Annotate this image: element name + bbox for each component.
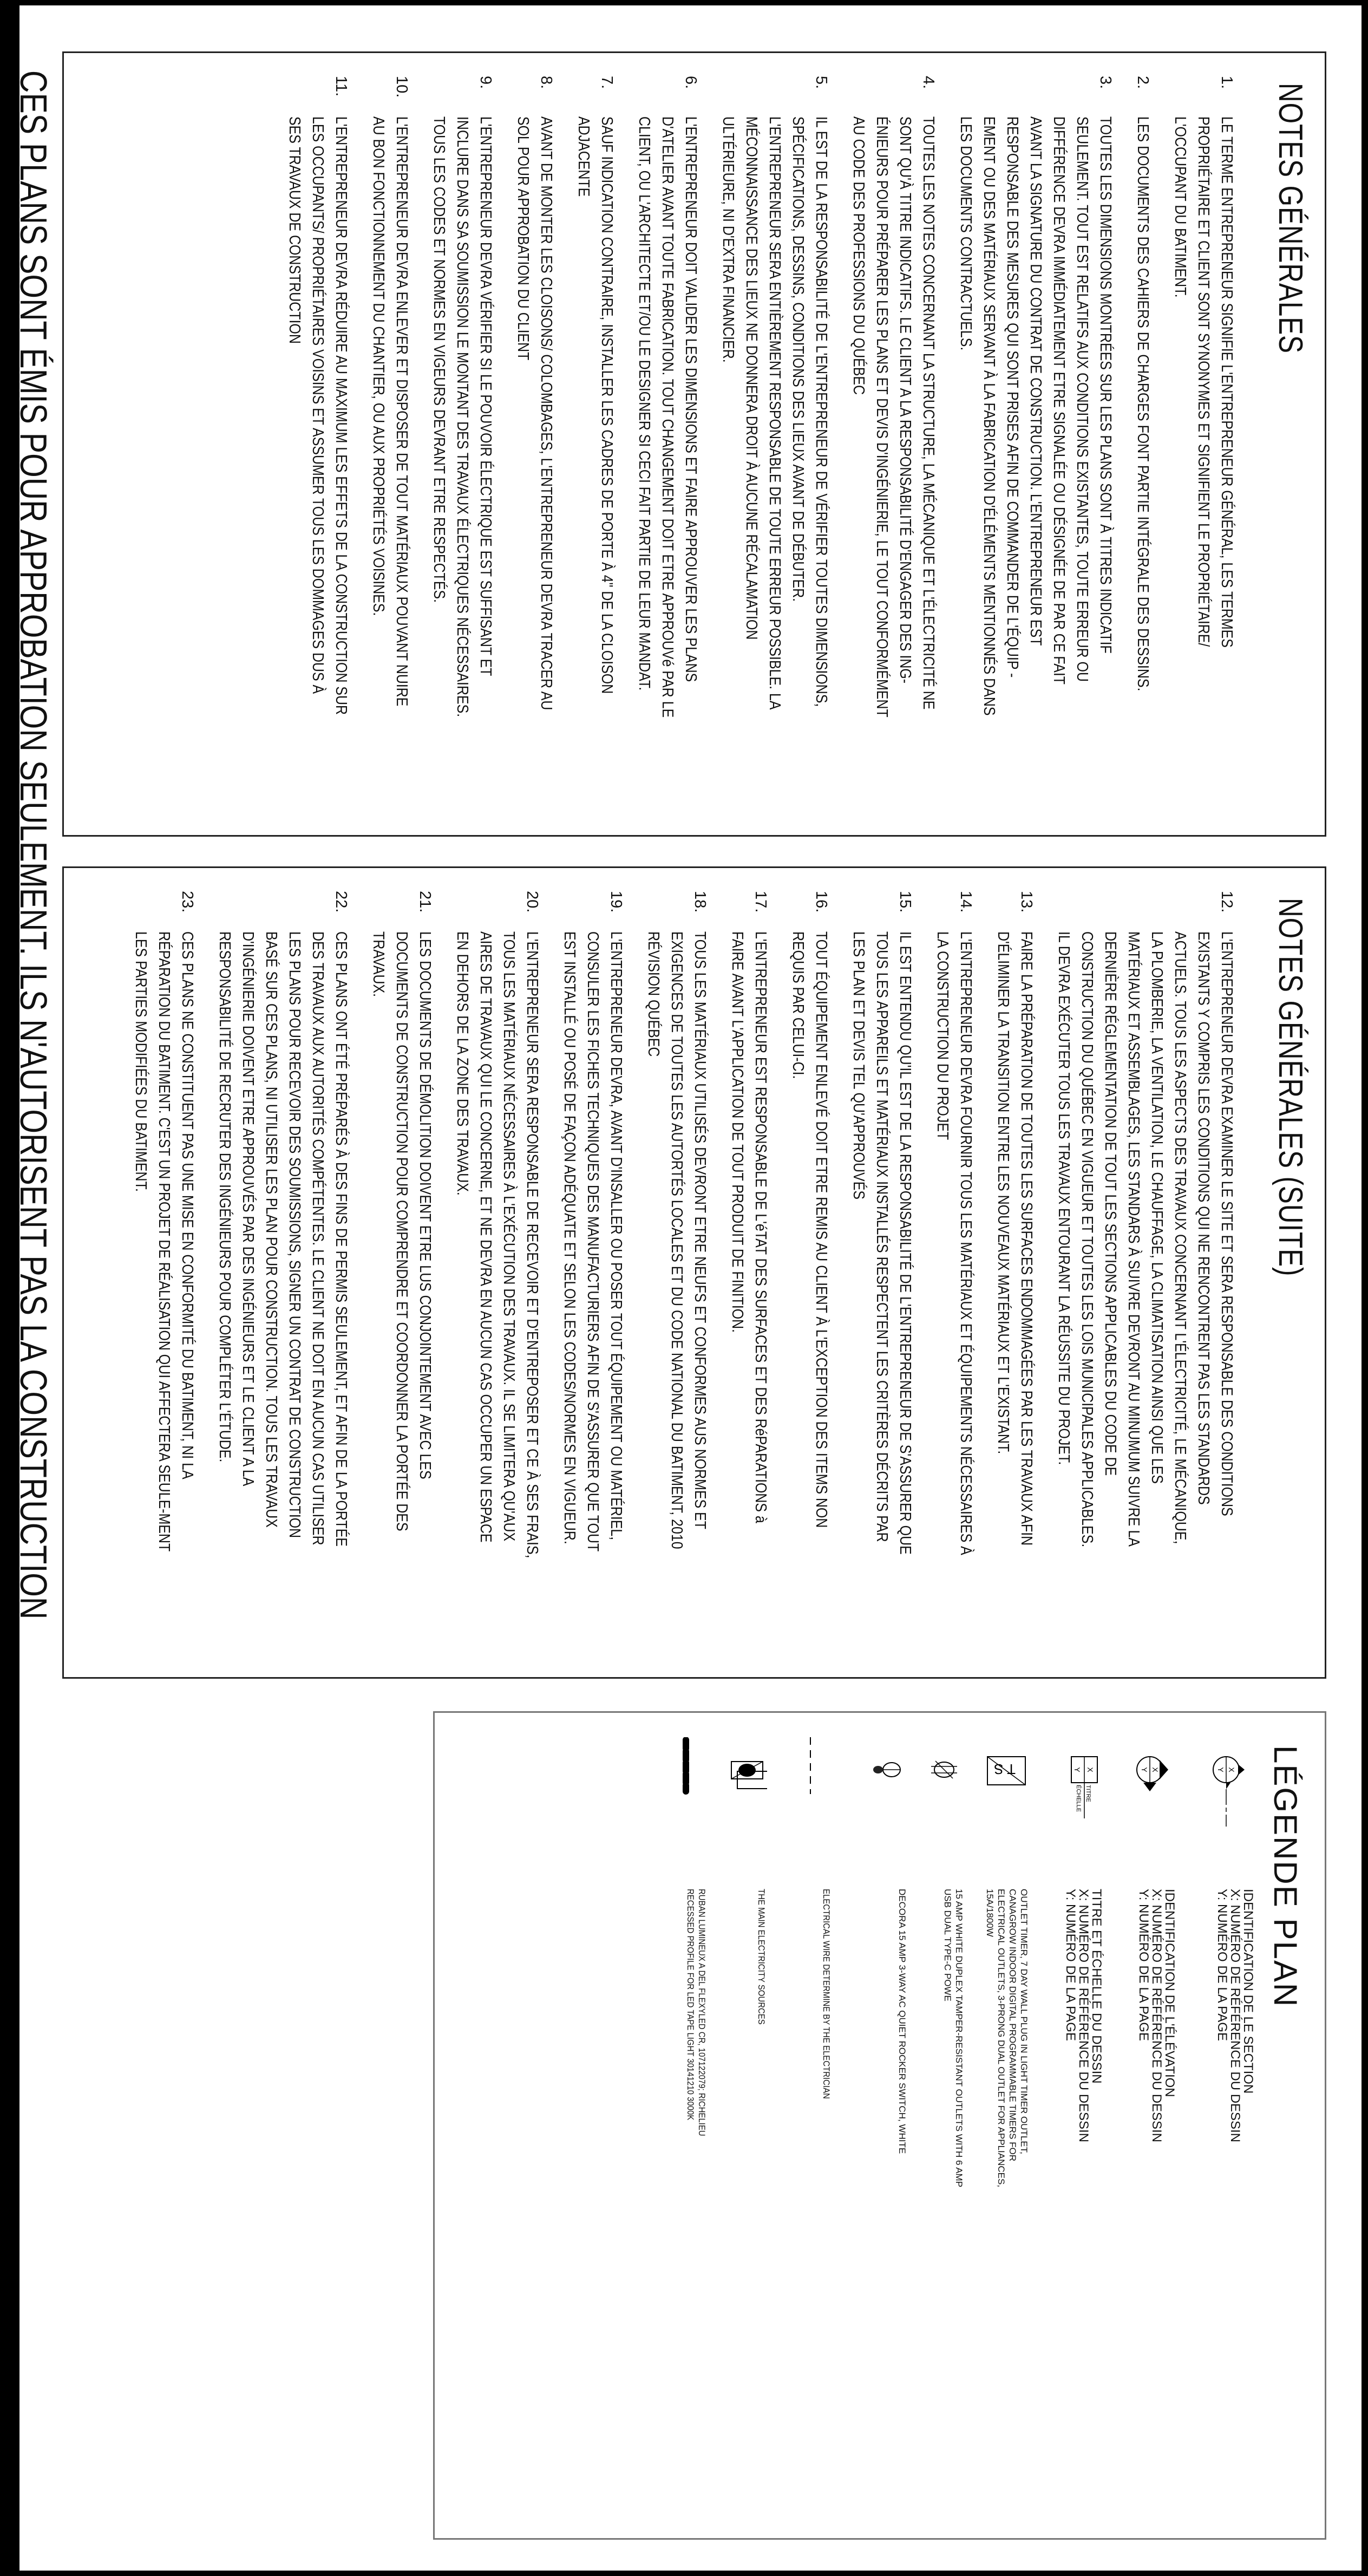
- legend-line: IDENTIFICATION DE LE SECTION: [1241, 1889, 1255, 2094]
- note-item: [572, 76, 618, 819]
- note-text: L'ENTREPRENEUR DEVRA FOURNIR TOUS LES MATÉRIAUX ET ÉQUIPEMENTS NÉCESSAIRES À LA CONSTRUCTION DU PROJET: [934, 931, 974, 1555]
- note-number: 11.: [332, 76, 350, 97]
- svg-text:T S: T S: [994, 1761, 1016, 1777]
- legend-description: [984, 1889, 1030, 2192]
- notes-list: [269, 76, 1238, 819]
- legend-item: [916, 1737, 965, 2192]
- legend-item: [659, 1737, 708, 2192]
- note-text: AVANT DE MONTER LES CLOISONS/ COLOMBAGES, L'ENTREPRENEUR DEVRA TRACER AU SOL POUR APPROBATION DU CLIENT: [514, 116, 555, 710]
- section-marker-icon: [1206, 1737, 1254, 1867]
- note-item: [632, 76, 702, 819]
- note-text: FAIRE LA PRÉPARATION DE TOUTES LES SURFACES ENDOMMAGÉES PAR LES TRAVAUX AFIN D'ÉLIMINER LA TRANSITION ENTRE LES NOUVEAUX MATÉRIAUX ET L'EXISTANT.: [994, 931, 1035, 1546]
- note-item: [1052, 891, 1238, 1661]
- note-text: TOUTES LES DIMENSIONS MONTRÉES SUR LES PLANS SONT À TITRES INDICATIF SEULEMENT. TOUT EST RELATIFS AUX CONDITIONS EXISTANTES, TOUTE ERREUR OU DIFFÉRENCE DEVRA IMMÉDIATEMENT ETRE SIGNALÉE OU DÉSIGNÉE DE PAR CE FAIT AVANT LA SIGNATURE DU CONTRAT DE CONSTRUCTION. L'ENTREPRENEUR EST RESPONSABLE DES MESURES QUI SONT PRISES AFIN DE COMMANDER DE L'ÉQUIP -EMENT OU DES MATÉRIAUX SERVANT À LA FABRICATION D'ÉLÉMENTS MENTIONNÉS DANS LES DOCUMENTS CONTRACTUELS.: [957, 116, 1114, 716]
- note-item: [558, 891, 627, 1661]
- note-number: 16.: [813, 891, 830, 913]
- legend-description: [685, 1889, 708, 2156]
- legend-item: [1206, 1737, 1254, 2192]
- general-notes-panel: [62, 51, 1326, 837]
- title-scale-marker-icon: [1054, 1737, 1103, 1867]
- legend-line: Y: NUMÉRO DE LA PAGE: [1063, 1889, 1078, 2041]
- note-number: 20.: [523, 891, 541, 913]
- note-number: 10.: [393, 76, 410, 98]
- note-text: CES PLANS NE CONSTITUENT PAS UNE MISE EN CONFORMITÉ DU BATIMENT, NI LA RÉPARATION DU BATIMENT. C'EST UN PROJET DE RÉALISATION QUI AFFECTERA SEULE-MENT LES PARTIES MODIFIÉES DU BATIMENT.: [132, 931, 196, 1551]
- note-item: [716, 76, 833, 819]
- three-way-switch-icon: [859, 1737, 908, 1867]
- legend-item: [1054, 1737, 1103, 2192]
- note-number: 13.: [1018, 891, 1035, 913]
- elevation-marker-icon: [1127, 1737, 1176, 1867]
- legend-line: OUTLET TIMER, 7 DAY WALL PLUG IN LIGHT TIMER OUTLET, CANAGROW INDOOR DIGITAL PROGRAMMABLE TIMERS FOR ELECTRICAL OUTLETS, 3-PRONG DUAL OUTLET FOR APPLIANCES, 15A/1800W: [985, 1889, 1029, 2188]
- symbol-y: Y: [1216, 1767, 1225, 1772]
- note-item: [1131, 76, 1154, 819]
- note-text: L'ENTREPRENEUR DEVRA EXAMINER LE SITE ET SERA RESPONSABLE DES CONDITIONS EXISTANTS Y COMPRIS LES CONDITIONS QUI NE RENCONTRENT PAS LES STANDARDS ACTUELS. TOUS LES ASPECTS DES TRAVAUX CONCERNANT L'ÉLECTRICITÉ, LE MÉCANIQUE, LA PLOMBERIE, LA VENTILATION, LE CHAUFFAGE, LA CLIMATISATION AINSI QUE LES MATÉRIAUX ET ASSEMBLAGES, LES STANDARS À SUIVRE DEVRONT AU MINUMUM SUIVRE LA DERNIÈRE RÉGLEMENTATION DE TOUT LES SECTIONS APPLICABLES DU CODE DE CONSTRUCTION DU QUÉBEC EN VIGUEUR ET TOUTES LES LOIS MUNICIPALES APPLICABLES. IL DEVRA EXÉCUTER TOUS LES TRAVAUX ENTOURANT LA RÉUSSITE DU PROJET.: [1055, 931, 1235, 1548]
- legend-line: 15 AMP WHITE DUPLEX TAMPER-RESISTANT OUTLETS WITH 6 AMP USB DUAL TYPE-C POWE: [942, 1889, 964, 2187]
- legend-description: [1064, 1889, 1103, 2192]
- legend-description: [896, 1889, 908, 2192]
- note-item: [129, 891, 199, 1661]
- note-text: IL EST ENTENDU QU'IL EST DE LA RESPONSABILITÉ DE L'ENTREPRENEUR DE S'ASSURER QUE TOUS LES APPAREILS ET MATÉRIAUX INSTALLÉS RESPECTENT LES CRITÈRES DÉCRITS PAR LES PLAN ET DEVIS TEL QU'APPROUVÉS: [850, 931, 914, 1555]
- note-item: [642, 891, 711, 1661]
- main-electricity-source-icon: [718, 1737, 767, 1867]
- legend-line: TITRE ET ÉCHELLE DU DESSIN: [1089, 1889, 1104, 2084]
- legend-description: [821, 1889, 832, 2156]
- note-number: 22.: [332, 891, 350, 913]
- note-number: 8.: [538, 76, 555, 89]
- legend-line: IDENTIFICATION DE L'ÉLÉVATION: [1162, 1889, 1177, 2097]
- note-item: [847, 76, 940, 819]
- note-item: [283, 76, 352, 819]
- note-item: [725, 891, 772, 1661]
- legend-item: [783, 1737, 832, 2192]
- note-text: IL EST DE LA RESPONSABILITÉ DE L'ENTREPRENEUR DE VÉRIFIER TOUTES DIMENSIONS, SPÉCIFICATIONS, DESSINS, CONDITIONS DES LIEUX AVANT DE DÉBUTER. L'ENTREPRENEUR SERA ENTIÈREMENT RESPONSABLE DE TOUTE ERREUR POSSIBLE. LA MÉCONNAISSANCE DES LIEUX NE DONNERA DROIT À AUCUNE RÉCALAMATION ULTÉRIEURE, NI D'EXTRA FINANCIER.: [719, 116, 830, 709]
- legend-line: X: NUMÉRO DE RÉFÉRENCE DU DESSIN: [1149, 1889, 1164, 2143]
- note-number: 7.: [598, 76, 616, 89]
- note-text: L'ENTREPRENEUR DEVRA ENLEVER ET DISPOSER DE TOUT MATÉRIAUX POUVANT NUIRE AU BON FONCTIONNEMENT DU CHANTIER, OU AUX PROPRIÉTÉS VOISINES.: [370, 116, 410, 707]
- note-text: L'ENTREPRENEUR DEVRA VÉRIFIER SI LE POUVOIR ÉLECTRIQUE EST SUFFISANT ET INCLURE DANS SA SOUMISSION LE MONTANT DES TRAVAUX ÉLECTRIQUES NÉCESSAIRES. TOUS LES CODES ET NORMES EN VIGEURS DEVRANT ETRE RESPECTÉS.: [430, 116, 494, 718]
- symbol-x: X: [1227, 1767, 1236, 1772]
- symbol-y: Y: [1073, 1767, 1082, 1772]
- note-text: LES DOCUMENTS DE DÉMOLITION DOIVENT ETRE LUS CONJOINTEMENT AVEC LES DOCUMENTS DE CONSTRUCTION POUR COMPRENDRE ET COORDONNER LA PORTÉE DES TRAVAUX.: [370, 931, 434, 1531]
- led-tape-light-icon: [659, 1737, 708, 1867]
- legend-description: [942, 1889, 965, 2192]
- note-text: TOUS LES MATÉRIAUX UTILISÉS DEVRONT ETRE NEUFS ET CONFORMES AUS NORMES ET EXIGENCES DE TOUTES LES AUTORTÉS LOCALES ET DU CODE NATIONAL DU BATIMENT, 2010 RÉVISION QUÉBEC: [645, 931, 709, 1549]
- duplex-outlet-usb-icon: [916, 1737, 965, 1867]
- note-number: 14.: [957, 891, 974, 913]
- legend-description: [1137, 1889, 1176, 2192]
- legend-line: RUBAN LUMINEUX A DEL FLEXYLED CR, 10712207​9; RICHELIEU RECESSED PROFILE FOR LED TAPE LIGHT 30141210 3000K: [685, 1889, 707, 2136]
- legend-item: [859, 1737, 908, 2192]
- note-text: SAUF INDICATION CONTRAIRE, INSTALLER LES CADRES DE PORTE À 4" DE LA CLOISON ADJACENTE: [575, 116, 616, 694]
- note-item: [847, 891, 917, 1661]
- symbol-scale: ÉCHELLE: [1075, 1785, 1082, 1812]
- note-item: [954, 76, 1117, 819]
- note-number: 5.: [813, 76, 830, 89]
- symbol-x: X: [1086, 1767, 1095, 1772]
- legend-item: [718, 1737, 767, 2192]
- note-number: 2.: [1134, 76, 1151, 89]
- legend-line: ELECTRICAL WIRE DETERMINE BY THE ELECTRICIAN: [821, 1889, 832, 2099]
- note-number: 19.: [607, 891, 625, 913]
- outlet-timer-icon: [981, 1737, 1030, 1867]
- note-number: 15.: [896, 891, 914, 913]
- note-number: 18.: [691, 891, 709, 913]
- note-item: [786, 891, 833, 1661]
- approval-disclaimer-banner: CES PLANS SONT ÉMIS POUR APPROBATION SEULEMENT. ILS N'AUTORISENT PAS LA CONSTRUCTION: [12, 70, 55, 1620]
- note-item: [427, 76, 497, 819]
- note-text: L'ENTREPRENEUR EST RESPONSABLE DE L'éTAT DES SURFACES ET DES RéPARATIONS à FAIRE AVANT L'APPLICATION DE TOUT PRODUIT DE FINITION.: [729, 931, 769, 1523]
- note-item: [450, 891, 544, 1661]
- note-item: [366, 76, 413, 819]
- note-number: 12.: [1218, 891, 1235, 913]
- legend-item: [1127, 1737, 1176, 2192]
- legend-line: X: NUMÉRO DE RÉFÉRENCE DU DESSIN: [1228, 1889, 1242, 2143]
- note-text: L'ENTREPRENEUR SERA RESPONSABLE DE RECEVOIR ET D'ENTREPOSER ET CE À SES FRAIS, TOUS LES MATÉRIAUX NÉCESSAIRES À L'EXÉCUTION DES TRAVAUX. IL SE LIMITERA QU'AUX AIRES DE TRAVAUX QUI LE CONCERNE, ET NE DEVRA EN AUCUN CAS OCCUPER UN ESPACE EN DEHORS DE LA ZONE DES TRAVAUX.: [454, 931, 541, 1558]
- legend-title: LÉGENDE PLAN: [1267, 1745, 1304, 2008]
- legend-line: Y: NUMÉRO DE LA PAGE: [1136, 1889, 1151, 2041]
- note-number: 9.: [477, 76, 494, 89]
- note-text: L'ENTREPRENEUR DEVRA RÉDUIRE AU MAXIMUM LES EFFETS DE LA CONSTRUCTION SUR LES OCCUPANTS/ PROPRIÉTAIRES VOISINS ET ASSUMER TOUS LES DOMMAGES DUS À SES TRAVAUX DE CONSTRUCTION: [286, 116, 350, 715]
- note-item: [213, 891, 352, 1661]
- symbol-y: Y: [1140, 1767, 1149, 1772]
- legend-line: Y: NUMÉRO DE LA PAGE: [1215, 1889, 1229, 2041]
- general-notes-continued-panel: [62, 866, 1326, 1679]
- note-text: CES PLANS ONT ÉTÉ PRÉPARÉS À DES FINS DE PERMIS SEULEMENT, ET AFIN DE LA PORTÉE DES TRAVAUX AUX AUTORITÉS COMPÉTENTES. LE CLIENT NE DOIT EN AUCUN CAS UTILISER LES PLANS POUR RECEVOIR DES SOUMISSIONS, SIGNER UN CONTRAT DE CONSTRUCTION BASÉ SUR CES PLANS, NI UTILISER LES PLAN POUR CONSTRUCTION. TOUS LES TRAVAUX D'INGÉNIERIE DOIVENT ETRE APPROUVÉS PAR DES INGÉNIEURS ET LE CLIENT A LA RESPONSABILITÉ DE RECRUTER DES INGÉNIEURS POUR COMPLÉTER L'ÉTUDE.: [216, 931, 350, 1547]
- note-item: [511, 76, 558, 819]
- legend-line: X: NUMÉRO DE RÉFÉRENCE DU DESSIN: [1076, 1889, 1091, 2143]
- plan-legend-panel: [433, 1711, 1326, 2540]
- panel-title: NOTES GÉNÉRALES: [1272, 83, 1309, 354]
- note-number: 3.: [1097, 76, 1114, 89]
- note-item: [991, 891, 1038, 1661]
- note-number: 17.: [752, 891, 769, 913]
- note-text: L'ENTREPRENEUR DEVRA, AVANT D'INSALLER OU POSER TOUT ÉQUIPEMENT OU MATÉRIEL, CONSULER LES FICHES TECHNIQUES DES MANUFACTURIERS AFIN DE S'ASSURER QUE TOUT EST INSTALLÉ OU POSÉ DE FAÇON ADÉQUATE ET SELON LES CODES/NORMES EN VIGUEUR.: [561, 931, 625, 1551]
- note-number: 6.: [682, 76, 699, 89]
- note-number: 21.: [416, 891, 434, 913]
- note-text: LE TERME ENTREPRENEUR SIGNIFIE L'ENTREPRENEUR GÉNÉRAL, LES TERMES PROPRIÉTAIRE ET CLIENT SONT SYNONYMES ET SIGNIFIENT LE PROPRIÉTAIRE/ L'OCCUPANT DU BATIMENT.: [1171, 116, 1235, 648]
- note-text: TOUT ÉQUIPEMENT ENLEVÉ DOIT ETRE REMIS AU CLIENT À L'EXCEPTION DES ITEMS NON REQUIS PAR CELUI-CI.: [789, 931, 830, 1528]
- note-text: TOUTES LES NOTES CONCERNANT LA STRUCTURE, LA MÉCANIQUE ET L'ÉLECTRICITÉ NE SONT QU'À TITRE INDICATIFS. LE CLIENT A LA RESPONSABILITÉ D'ENGAGER DES ING-ÉNIEURS POUR PRÉPARER LES PLANS ET DEVIS D'INGÉNIERIE, LE TOUT CONFORMÉMENT AU CODE DES PROFESSIONS DU QUÉBEC: [850, 116, 937, 718]
- note-number: 23.: [179, 891, 196, 913]
- note-item: [366, 891, 436, 1661]
- legend-description: [1215, 1889, 1254, 2192]
- legend-line: THE MAIN ELECTRICITY SOURCES: [756, 1889, 767, 2025]
- legend-line: DECORA 15 AMP 3-WAY AC QUIET ROCKER SWITCH, WHITE: [897, 1889, 907, 2154]
- electrical-wire-icon: [783, 1737, 832, 1867]
- panel-title: NOTES GÉNÉRALES (SUITE): [1272, 898, 1309, 1277]
- legend-item: [981, 1737, 1030, 2192]
- notes-list: [115, 891, 1238, 1661]
- note-text: L'ENTREPRENEUR DOIT VALIDER LES DIMENSIONS ET FAIRE APPROUVER LES PLANS D'ATELIER AVANT TOUTE FABRICATION. TOUT CHANGEMENT DOIT ETRE APPROUVé PAR LE CLIENT, OU L'ARCHITECTE ET/OU LE DESIGNER SI CECI FAIT PARTIE DE LEUR MANDAT.: [636, 116, 699, 718]
- note-text: LES DOCUMENTS DES CAHIERS DE CHARGES FONT PARTIE INTÉGRALE DES DESSINS.: [1134, 116, 1151, 692]
- symbol-x: X: [1151, 1767, 1160, 1772]
- note-item: [1168, 76, 1238, 819]
- note-number: 4.: [920, 76, 937, 89]
- note-item: [931, 891, 977, 1661]
- note-number: 1.: [1218, 76, 1235, 89]
- legend-description: [756, 1889, 767, 2156]
- symbol-title: TITRE: [1085, 1785, 1091, 1802]
